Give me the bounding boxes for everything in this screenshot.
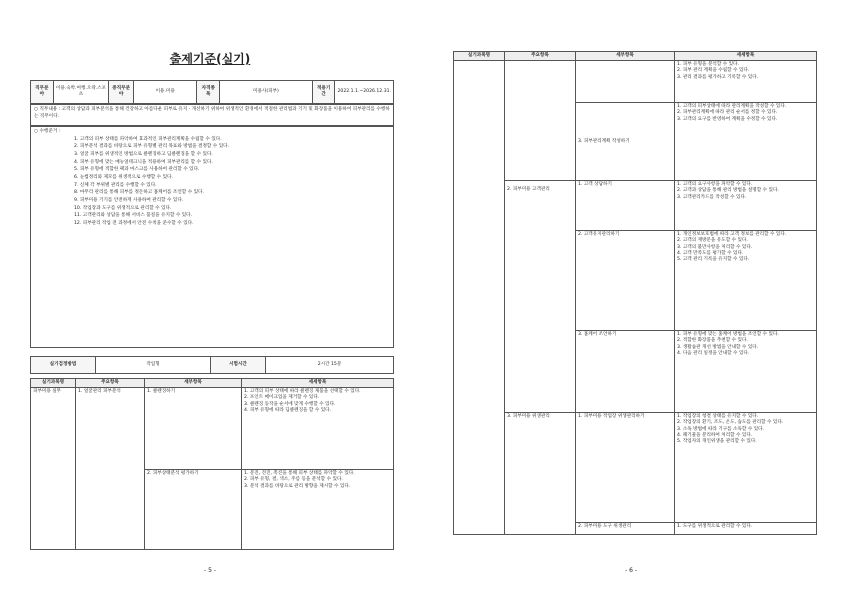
detail-item: 2. 고객과 상담을 통해 관리 방법을 설명할 수 있다.	[677, 188, 779, 194]
detail-cell	[675, 103, 817, 181]
performance-item: 4. 피부 유형에 맞는 매뉴얼테크닉을 적용하여 피부관리를 할 수 있다.	[74, 159, 213, 165]
detail-item: 1. 작업장의 청결 상태를 유지할 수 있다.	[677, 414, 759, 420]
sub-item-cell: 1. 피부미용 작업장 위생관리하기	[576, 413, 675, 523]
detail-item: 3. 고객의 요구를 반영하여 계획을 수정할 수 있다.	[677, 116, 778, 122]
performance-item: 9. 피부미용 기기를 안전하게 사용하여 관리할 수 있다.	[74, 197, 184, 203]
sub-item-cell: 2. 피부미용 도구 위생관리	[576, 523, 675, 535]
detail-cell	[675, 61, 817, 103]
detail-item: 1. 고객의 피부상태에 따라 관리계획을 작성할 수 있다.	[677, 104, 787, 110]
sub-item-cell	[576, 61, 675, 103]
performance-item: 2. 피부분석 결과를 바탕으로 피부 유형별 관리 목표와 방법을 결정할 수 있다.	[74, 144, 230, 150]
page-title: 출제기준(실기)	[169, 52, 251, 66]
detail-cell	[242, 388, 394, 470]
sub-item-cell: 3. 피부관리계획 작성하기	[576, 103, 675, 181]
main-item-cell: 3. 피부미용 위생관리	[505, 413, 576, 535]
page-number: - 6 -	[625, 567, 637, 574]
detail-item: 1. 문진, 견진, 촉진을 통해 피부 상태를 파악할 수 있다.	[244, 471, 355, 477]
detail-cell	[675, 181, 817, 231]
detail-cell	[675, 231, 817, 331]
sub-item-cell: 1. 고객 상담하기	[576, 181, 675, 231]
col-sub: 세부항목	[145, 379, 242, 388]
detail-item: 1. 피부 유형에 맞는 홈케어 방법을 조언할 수 있다.	[677, 332, 779, 338]
detail-item: 2. 고객의 재방문을 유도할 수 있다.	[677, 238, 748, 244]
duty-content	[30, 104, 394, 126]
performance-list	[34, 137, 390, 228]
main-item-cell: 1. 얼굴관리 피부분석	[76, 388, 145, 550]
duty-text: ○ 직무내용 : 고객의 상담과 피부분석을 통해 건강하고 아름다운 피부로 유지 · 개선하기 위하여 위생적인 환경에서 적절한 관리법과 기기 및 화장품을 이용하여 피부관리를 수행하는 직무이다.	[34, 107, 390, 119]
performance-item: 12. 피부관리 작업 전 과정에서 안전 수칙을 준수할 수 있다.	[74, 220, 194, 226]
detail-item: 1. 피부 유형을 분석할 수 있다.	[677, 62, 739, 68]
sub-item-cell: 3. 홈케어 조언하기	[576, 331, 675, 413]
sub-item-cell: 1. 클렌징하기	[145, 388, 242, 470]
header-table	[30, 80, 394, 104]
field-label: 직무분야	[31, 81, 54, 104]
detail-item: 1. 개인정보보호법에 따라 고객 정보를 관리할 수 있다.	[677, 232, 787, 238]
standards-table	[30, 378, 394, 550]
detail-item: 4. 폐기물을 분리하여 처리할 수 있다.	[677, 432, 753, 438]
detail-item: 3. 소독 방법에 따라 기구를 소독할 수 있다.	[677, 426, 765, 432]
performance-item: 1. 고객의 피부 상태를 파악하여 효과적인 피부관리계획을 수립할 수 있다.	[74, 136, 222, 142]
standards-table-continued	[453, 51, 817, 535]
performance-criteria	[30, 126, 394, 348]
mid-field-label: 중직무분야	[109, 81, 134, 104]
performance-item: 5. 피부 유형에 적합한 팩과 마스크를 사용하여 관리할 수 있다.	[74, 167, 200, 173]
detail-item: 3. 관리 결과를 평가하고 기록할 수 있다.	[677, 74, 759, 80]
period-label: 적용기간	[312, 81, 335, 104]
detail-item: 2. 피부관리계획에 따라 관리 순서를 정할 수 있다.	[677, 110, 778, 116]
subject-cell	[454, 61, 505, 535]
detail-item: 5. 작업자의 개인위생을 관리할 수 있다.	[677, 438, 757, 444]
detail-item: 4. 다음 관리 일정을 안내할 수 있다.	[677, 350, 750, 356]
main-item-cell: 2. 피부미용 고객관리	[505, 181, 576, 413]
table-row	[454, 181, 817, 231]
performance-intro: ○ 수행준거 :	[34, 129, 61, 134]
detail-item: 1. 고객의 요구사항을 파악할 수 있다.	[677, 182, 753, 188]
detail-item: 2. 포인트 메이크업을 제거할 수 있다.	[244, 395, 320, 401]
detail-item: 1. 도구를 위생적으로 관리할 수 있다.	[677, 524, 753, 530]
left-page	[0, 0, 420, 595]
col-main: 주요항목	[505, 52, 576, 61]
detail-item: 3. 생활습관 개선 방법을 안내할 수 있다.	[677, 344, 759, 350]
col-subject: 실기과목명	[31, 379, 76, 388]
detail-item: 4. 피부 유형에 따라 딥클렌징을 할 수 있다.	[244, 407, 332, 413]
exam-info-table	[30, 356, 394, 374]
table-row	[454, 61, 817, 103]
detail-item: 5. 고객 관리 기록을 유지할 수 있다.	[677, 256, 750, 262]
detail-item: 1. 고객의 피부 상태에 따라 클렌징 제품을 선택할 수 있다.	[244, 389, 361, 395]
detail-item: 3. 클렌징 동작을 순서에 맞게 수행할 수 있다.	[244, 401, 336, 407]
performance-item: 7. 신체 각 부위별 관리를 수행할 수 있다.	[74, 182, 157, 188]
mid-field-value: 이용.미용	[133, 81, 197, 104]
subject-cell: 피부미용 실무	[31, 388, 76, 550]
detail-item: 2. 적합한 화장품을 추천할 수 있다.	[677, 338, 748, 344]
col-detail: 세세항목	[242, 379, 394, 388]
detail-item: 2. 작업장의 환기, 조도, 온도, 습도를 관리할 수 있다.	[677, 420, 784, 426]
detail-item: 2. 피부 관리 계획을 수립할 수 있다.	[677, 68, 750, 74]
performance-item: 11. 고객관리와 상담을 통해 서비스 품질을 유지할 수 있다.	[74, 213, 193, 219]
performance-item: 3. 얼굴 피부를 위생적인 방법으로 클렌징하고 딥클렌징을 할 수 있다.	[74, 151, 213, 157]
detail-cell	[675, 413, 817, 523]
detail-item: 3. 고객관리카드를 작성할 수 있다.	[677, 194, 747, 200]
period-value: 2022.1.1.~2026.12.31.	[335, 81, 394, 104]
detail-cell	[675, 523, 817, 535]
method-label: 실기검정방법	[31, 357, 96, 374]
performance-item: 6. 눈썹정리와 제모를 위생적으로 수행할 수 있다.	[74, 174, 173, 180]
method-value: 작업형	[96, 357, 211, 374]
performance-item: 10. 작업장과 도구를 위생적으로 관리할 수 있다.	[74, 205, 172, 211]
detail-cell	[675, 331, 817, 413]
main-item-cell	[505, 61, 576, 181]
sub-item-cell: 2. 고객유지관리하기	[576, 231, 675, 331]
detail-item: 3. 분석 결과를 바탕으로 관리 방향을 제시할 수 있다.	[244, 483, 351, 489]
detail-item: 2. 피부 유형, 결, 색소, 주름 등을 분석할 수 있다.	[244, 477, 343, 483]
time-label: 시험시간	[211, 357, 266, 374]
detail-item: 3. 고객의 불만사항을 처리할 수 있다.	[677, 244, 753, 250]
col-detail: 세세항목	[675, 52, 817, 61]
performance-item: 8. 마무리 관리를 통해 피부를 정돈하고 홈케어를 조언할 수 있다.	[74, 190, 204, 196]
page-number: - 5 -	[204, 567, 216, 574]
detail-item: 4. 고객 만족도를 평가할 수 있다.	[677, 250, 744, 256]
detail-cell	[242, 470, 394, 550]
table-row	[454, 413, 817, 523]
col-sub: 세부항목	[576, 52, 675, 61]
cert-label: 자격종목	[197, 81, 220, 104]
sub-item-cell: 2. 피부상태분석 평가하기	[145, 470, 242, 550]
col-subject: 실기과목명	[454, 52, 505, 61]
table-row	[31, 388, 394, 470]
col-main: 주요항목	[76, 379, 145, 388]
field-value: 이용.숙박.여행.오락.스포츠	[53, 81, 109, 104]
cert-value: 미용사(피부)	[220, 81, 313, 104]
time-value: 2시간 15분	[266, 357, 394, 374]
right-page	[421, 0, 841, 595]
